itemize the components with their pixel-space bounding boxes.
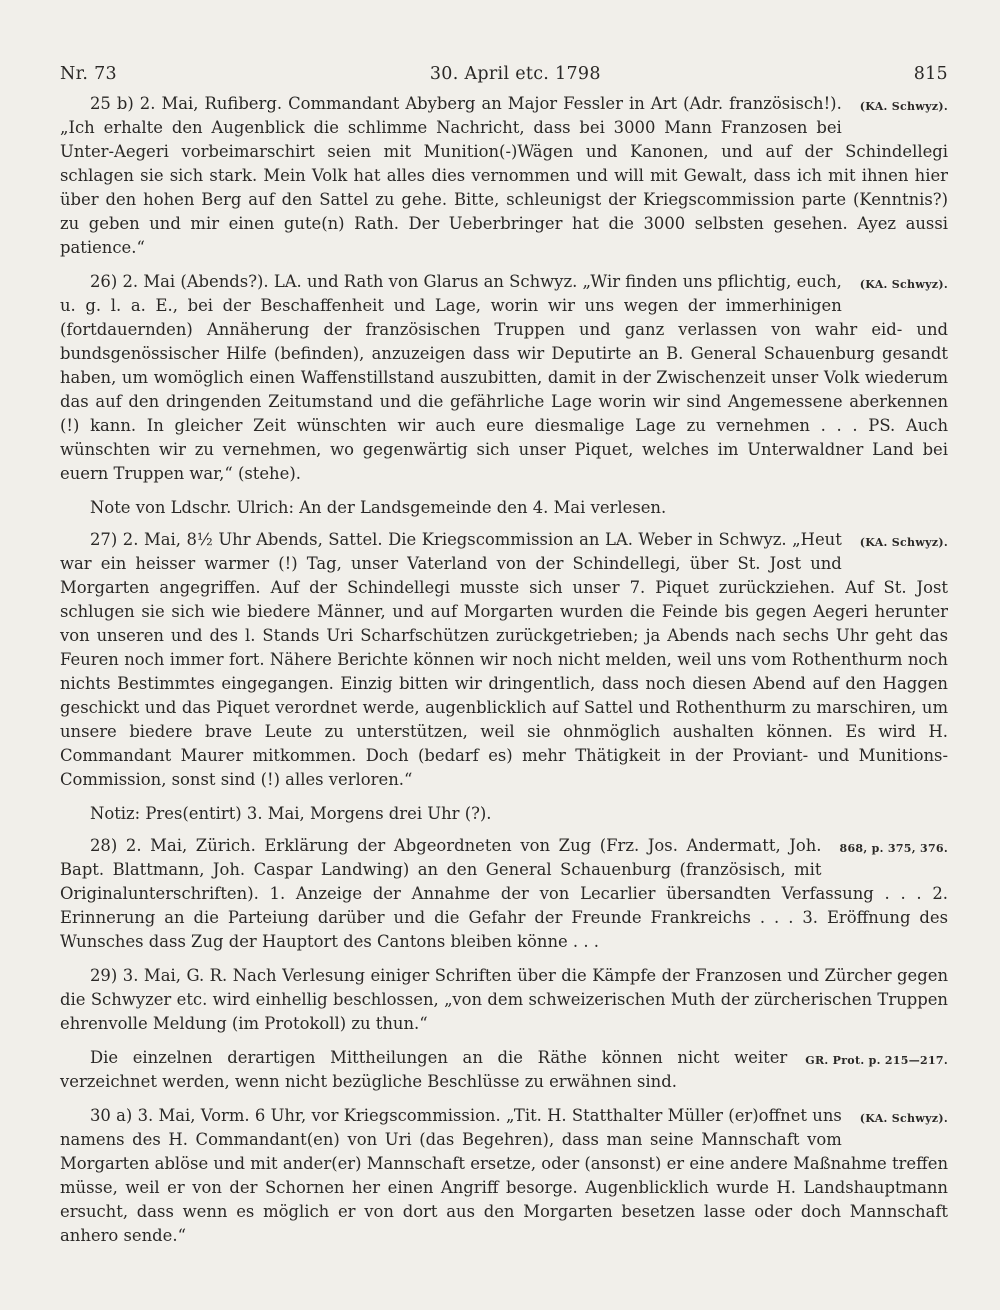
source-citation: 868, p. 375, 376.	[839, 842, 948, 855]
header-date-range: 30. April etc. 1798	[429, 64, 601, 84]
entry-27	[60, 528, 948, 792]
entry-text: 25 b) 2. Mai, Rufiberg. Commandant Abyberg an Major Fessler in Art (Adr. französisch!). „Ich erhalte den Augenblick die schlimme Nachricht, dass bei 3000 Mann Franzosen bei Unter-Aegeri vorbeimarschirt seien mit Munition(-)Wägen und Kanonen, und auf der Schindellegi schlagen sie sich stark. Mein Volk hat alles dies vernommen und will mit Gewalt, dass ich mit ihnen hier über den hohen Berg auf den Sattel zu gehe. Bitte, schleunigst der Kriegscommission parte (Kenntnis?) zu geben und mir einen gute(n) Rath. Der Ueberbringer hat die 3000 selbsten gesehen. Ayez aussi patience.“	[60, 94, 948, 257]
entry-text: 27) 2. Mai, 8½ Uhr Abends, Sattel. Die Kriegscommission an LA. Weber in Schwyz. „Heut war ein heisser warmer (!) Tag, unser Vaterland von der Schindellegi, über St. Jost und Morgarten angegriffen. Auf der Schindellegi musste sich unser 7. Piquet zurückziehen. Auf St. Jost schlugen sie sich wie biedere Männer, und auf Morgarten wurden die Feinde bis gegen Aegeri herunter von unseren und des l. Stands Uri Scharfschützen zurückgetrieben; ja Abends nach sechs Uhr geht das Feuren noch immer fort. Nähere Berichte können wir noch nicht melden, weil uns vom Rothenthurm noch nichts Bestimmtes eingegangen. Einzig bitten wir dringentlich, dass noch diesen Abend auf den Haggen geschickt und das Piquet verordnet werde, augenblicklich auf Sattel und Rothenthurm zu marschiren, um unsere biedere brave Leute zu unterstützen, weil sie ohnmöglich aushalten können. Es wird H. Commandant Maurer mitkommen. Doch (bedarf es) mehr Thätigkeit in der Proviant- und Munitions-Commission, sonst sind (!) alles verloren.“	[60, 530, 948, 789]
editorial-remark	[60, 1046, 948, 1094]
source-citation: (KA. Schwyz).	[859, 536, 948, 549]
page-number: 815	[913, 64, 948, 84]
source-citation: (KA. Schwyz).	[859, 1112, 948, 1125]
entry-text: 28) 2. Mai, Zürich. Erklärung der Abgeordneten von Zug (Frz. Jos. Andermatt, Joh. Bapt. Blattmann, Joh. Caspar Landwing) an den General Schauenburg (französisch, mit Originalunterschriften). 1. Anzeige der Annahme der von Lecarlier übersandten Verfassung . . . 2. Erinnerung an die Parteiung darüber und die Gefahr der Freunde Frankreichs . . . 3. Eröffnung des Wunsches dass Zug der Hauptort des Cantons bleiben könne . . .	[60, 836, 948, 951]
note-text: Note von Ldschr. Ulrich: An der Landsgemeinde den 4. Mai verlesen.	[90, 498, 667, 517]
entry-25b	[60, 92, 948, 260]
entry-text: 26) 2. Mai (Abends?). LA. und Rath von Glarus an Schwyz. „Wir finden uns pflichtig, euch, u. g. l. a. E., bei der Beschaffenheit und Lage, worin wir uns wegen der immerhinigen (fortdauernden) Annäherung der französischen Truppen und ganz verlassen von wahr eid- und bundsgenössischer Hilfe (befinden), anzuzeigen dass wir Deputirte an B. General Schauenburg gesandt haben, um womöglich einen Waffenstillstand auszubitten, damit in der Zwischenzeit unser Volk wiederum das auf den dringenden Zeitumstand und die gefährliche Lage worin wir sind Angemessene aberkennen (!) kann. In gleicher Zeit wünschten wir auch eure diesmalige Lage zu vernehmen . . . PS. Auch wünschten wir zu vernehmen, wo gegenwärtig sich unser Piquet, welches im Unterwaldner Land bei euern Truppen war,“ (stehe).	[60, 272, 948, 483]
running-head	[60, 64, 948, 84]
remark-text: Die einzelnen derartigen Mittheilungen an die Räthe können nicht weiter verzeichnet werden, wenn nicht bezügliche Beschlüsse zu erwähnen sind.	[60, 1048, 788, 1091]
entry-30a	[60, 1104, 948, 1248]
header-number: Nr. 73	[60, 64, 117, 84]
entry-text: 30 a) 3. Mai, Vorm. 6 Uhr, vor Kriegscommission. „Tit. H. Statthalter Müller (er)offnet uns namens des H. Commandant(en) von Uri (das Begehren), dass man seine Mannschaft vom Morgarten ablöse und mit ander(er) Mannschaft ersetze, oder (ansonst) er eine andere Maßnahme treffen müsse, weil er von der Schornen her einen Angriff besorge. Augenblicklich wurde H. Landshauptmann ersucht, dass wenn es möglich er von dort aus den Morgarten besetzen lasse oder doch Mannschaft anhero sende.“	[60, 1106, 948, 1245]
entry-26	[60, 270, 948, 486]
document-body	[60, 92, 948, 1248]
entry-29	[60, 964, 948, 1036]
note-text: Notiz: Pres(entirt) 3. Mai, Morgens drei Uhr (?).	[90, 804, 492, 823]
note-ulrich	[60, 496, 948, 520]
source-citation: GR. Prot. p. 215—217.	[805, 1054, 948, 1067]
note-presentirt	[60, 802, 948, 826]
entry-28	[60, 834, 948, 954]
source-citation: (KA. Schwyz).	[859, 100, 948, 113]
entry-text: 29) 3. Mai, G. R. Nach Verlesung einiger Schriften über die Kämpfe der Franzosen und Zürcher gegen die Schwyzer etc. wird einhellig beschlossen, „von dem schweizerischen Muth der zürcherischen Truppen ehrenvolle Meldung (im Protokoll) zu thun.“	[60, 966, 948, 1033]
source-citation: (KA. Schwyz).	[859, 278, 948, 291]
